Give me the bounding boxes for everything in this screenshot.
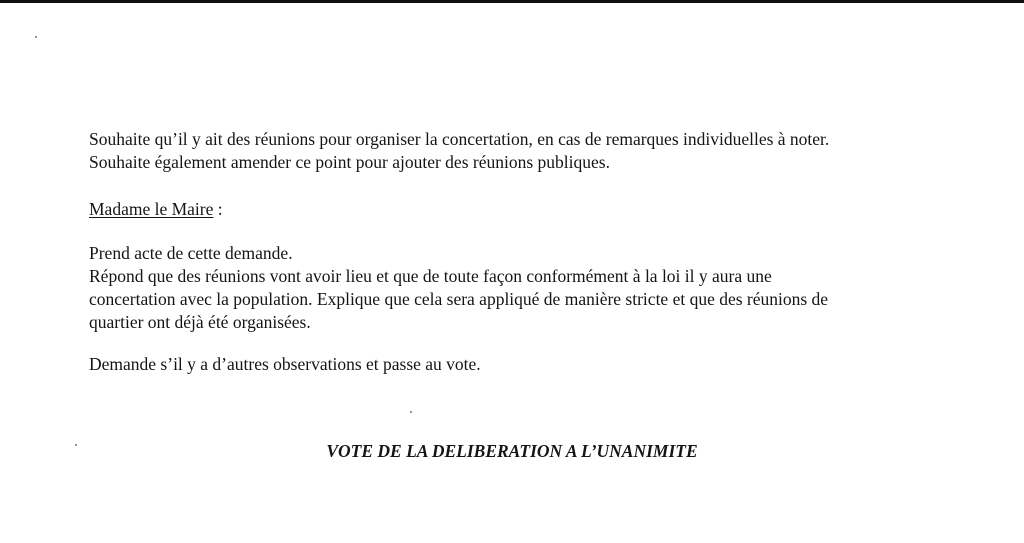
scan-top-border xyxy=(0,0,1024,3)
text-line: Souhaite qu’il y ait des réunions pour organiser la concertation, en cas de remarques individuelles à noter. xyxy=(89,129,830,149)
scan-speck xyxy=(410,411,412,413)
text-line: quartier ont déjà été organisées. xyxy=(89,312,311,332)
speaker-heading xyxy=(89,198,223,221)
vote-result-heading: VOTE DE LA DELIBERATION A L’UNANIMITE xyxy=(326,441,698,461)
text-line: Souhaite également amender ce point pour ajouter des réunions publiques. xyxy=(89,152,610,172)
paragraph-response xyxy=(89,242,828,334)
text-line: Prend acte de cette demande. xyxy=(89,243,293,263)
scan-speck xyxy=(35,36,37,38)
text-line: concertation avec la population. Explique que cela sera appliqué de manière stricte et que des réunions de xyxy=(89,289,829,309)
text-line: Demande s’il y a d’autres observations et passe au vote. xyxy=(89,354,481,374)
speaker-label: Madame le Maire xyxy=(89,199,214,219)
speaker-colon: : xyxy=(213,199,223,219)
paragraph-vote-call xyxy=(89,353,481,376)
text-line: Répond que des réunions vont avoir lieu et que de toute façon conformément à la loi il y aura une xyxy=(89,266,772,286)
paragraph-request xyxy=(89,128,829,174)
